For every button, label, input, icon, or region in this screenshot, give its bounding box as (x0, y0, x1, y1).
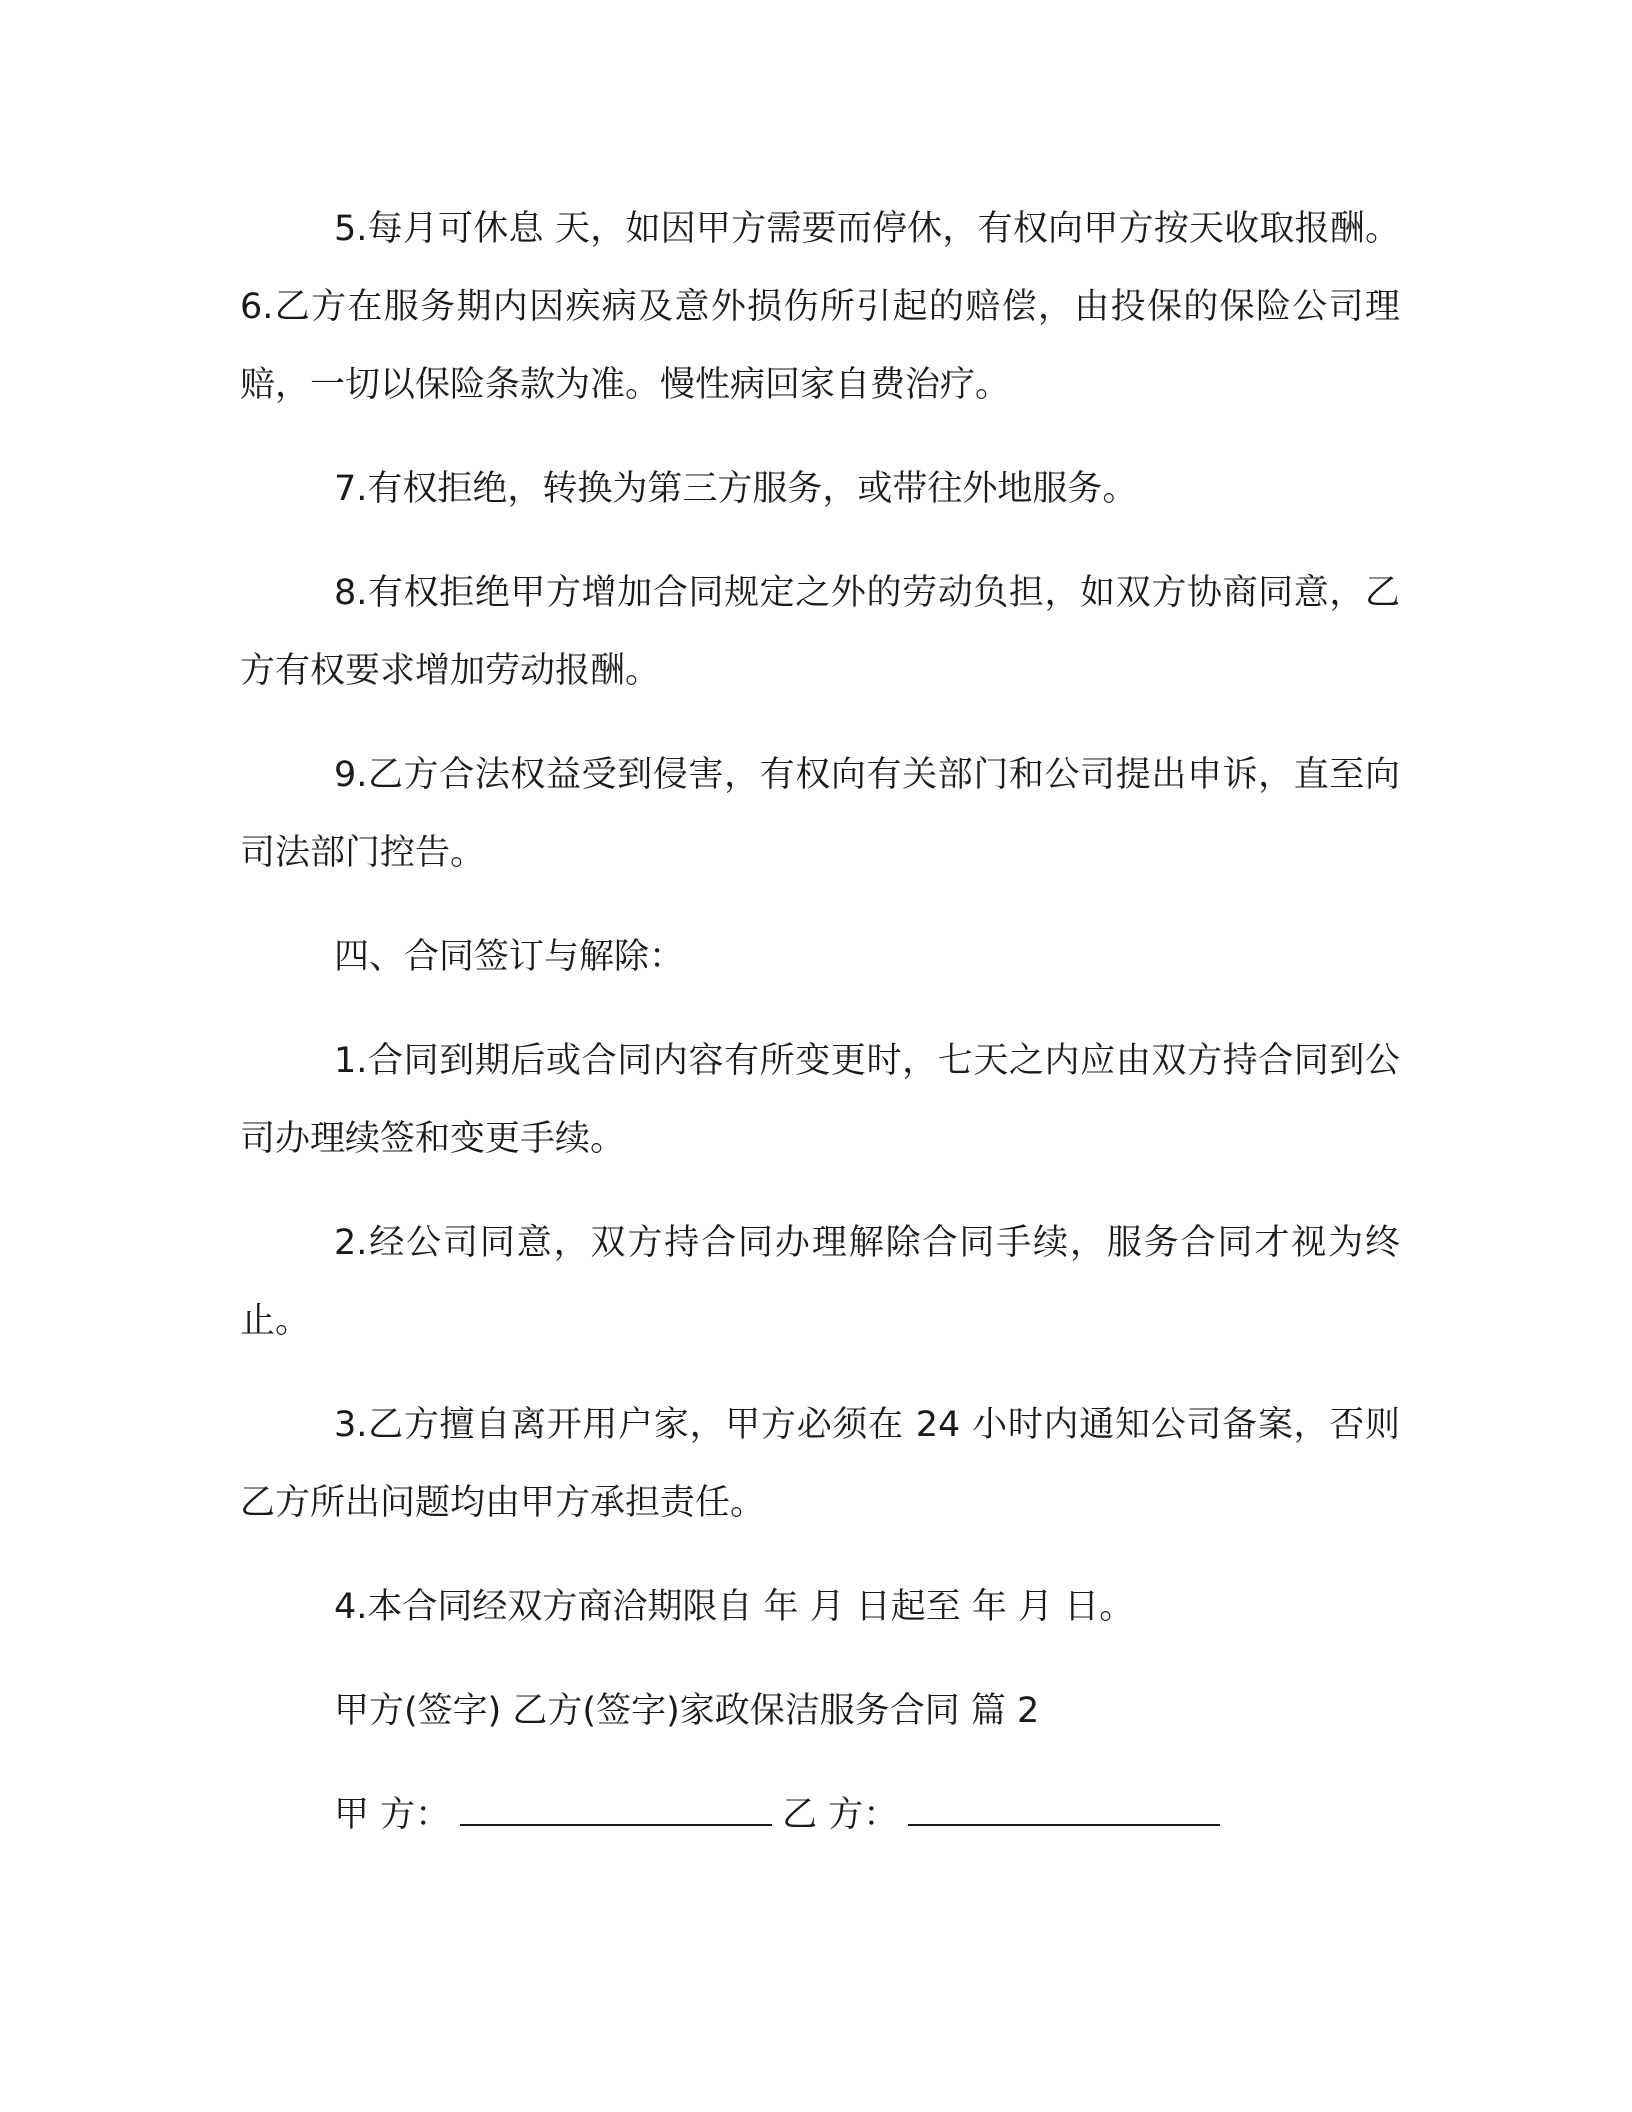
party-signature-line (240, 1776, 1400, 1854)
paragraph-contract-term: 4.本合同经双方商洽期限自 年 月 日起至 年 月 日。 (334, 1587, 1135, 1627)
paragraph-renewal: 1.合同到期后或合同内容有所变更时，七天之内应由双方持合同到公司办理续签和变更手续。 (240, 1041, 1400, 1159)
party-a-label: 甲 方： (334, 1795, 451, 1835)
paragraph-rest-and-insurance: 5.每月可休息 天，如因甲方需要而停休，有权向甲方按天收取报酬。6.乙方在服务期内因疾病及意外损伤所引起的赔偿，由投保的保险公司理赔，一切以保险条款为准。慢性病回家自费治疗。 (240, 209, 1400, 405)
paragraph-signatures-title: 甲方(签字) 乙方(签字)家政保洁服务合同 篇 2 (334, 1691, 1040, 1731)
paragraph-refuse-transfer: 7.有权拒绝，转换为第三方服务，或带往外地服务。 (334, 469, 1138, 509)
paragraph-leaving-home: 3.乙方擅自离开用户家，甲方必须在 24 小时内通知公司备案，否则乙方所出问题均由甲方承担责任。 (240, 1405, 1400, 1523)
document-body (240, 190, 1400, 1854)
section-heading-signing-termination: 四、合同签订与解除： (334, 937, 685, 977)
paragraph-termination: 2.经公司同意，双方持合同办理解除合同手续，服务合同才视为终止。 (240, 1223, 1400, 1341)
paragraph-legal-rights: 9.乙方合法权益受到侵害，有权向有关部门和公司提出申诉，直至向司法部门控告。 (240, 755, 1400, 873)
paragraph-refuse-extra-labor: 8.有权拒绝甲方增加合同规定之外的劳动负担，如双方协商同意，乙方有权要求增加劳动报酬。 (240, 573, 1400, 691)
party-b-label: 乙 方： (782, 1795, 899, 1835)
party-b-blank[interactable] (908, 1794, 1220, 1826)
party-a-blank[interactable] (460, 1794, 772, 1826)
